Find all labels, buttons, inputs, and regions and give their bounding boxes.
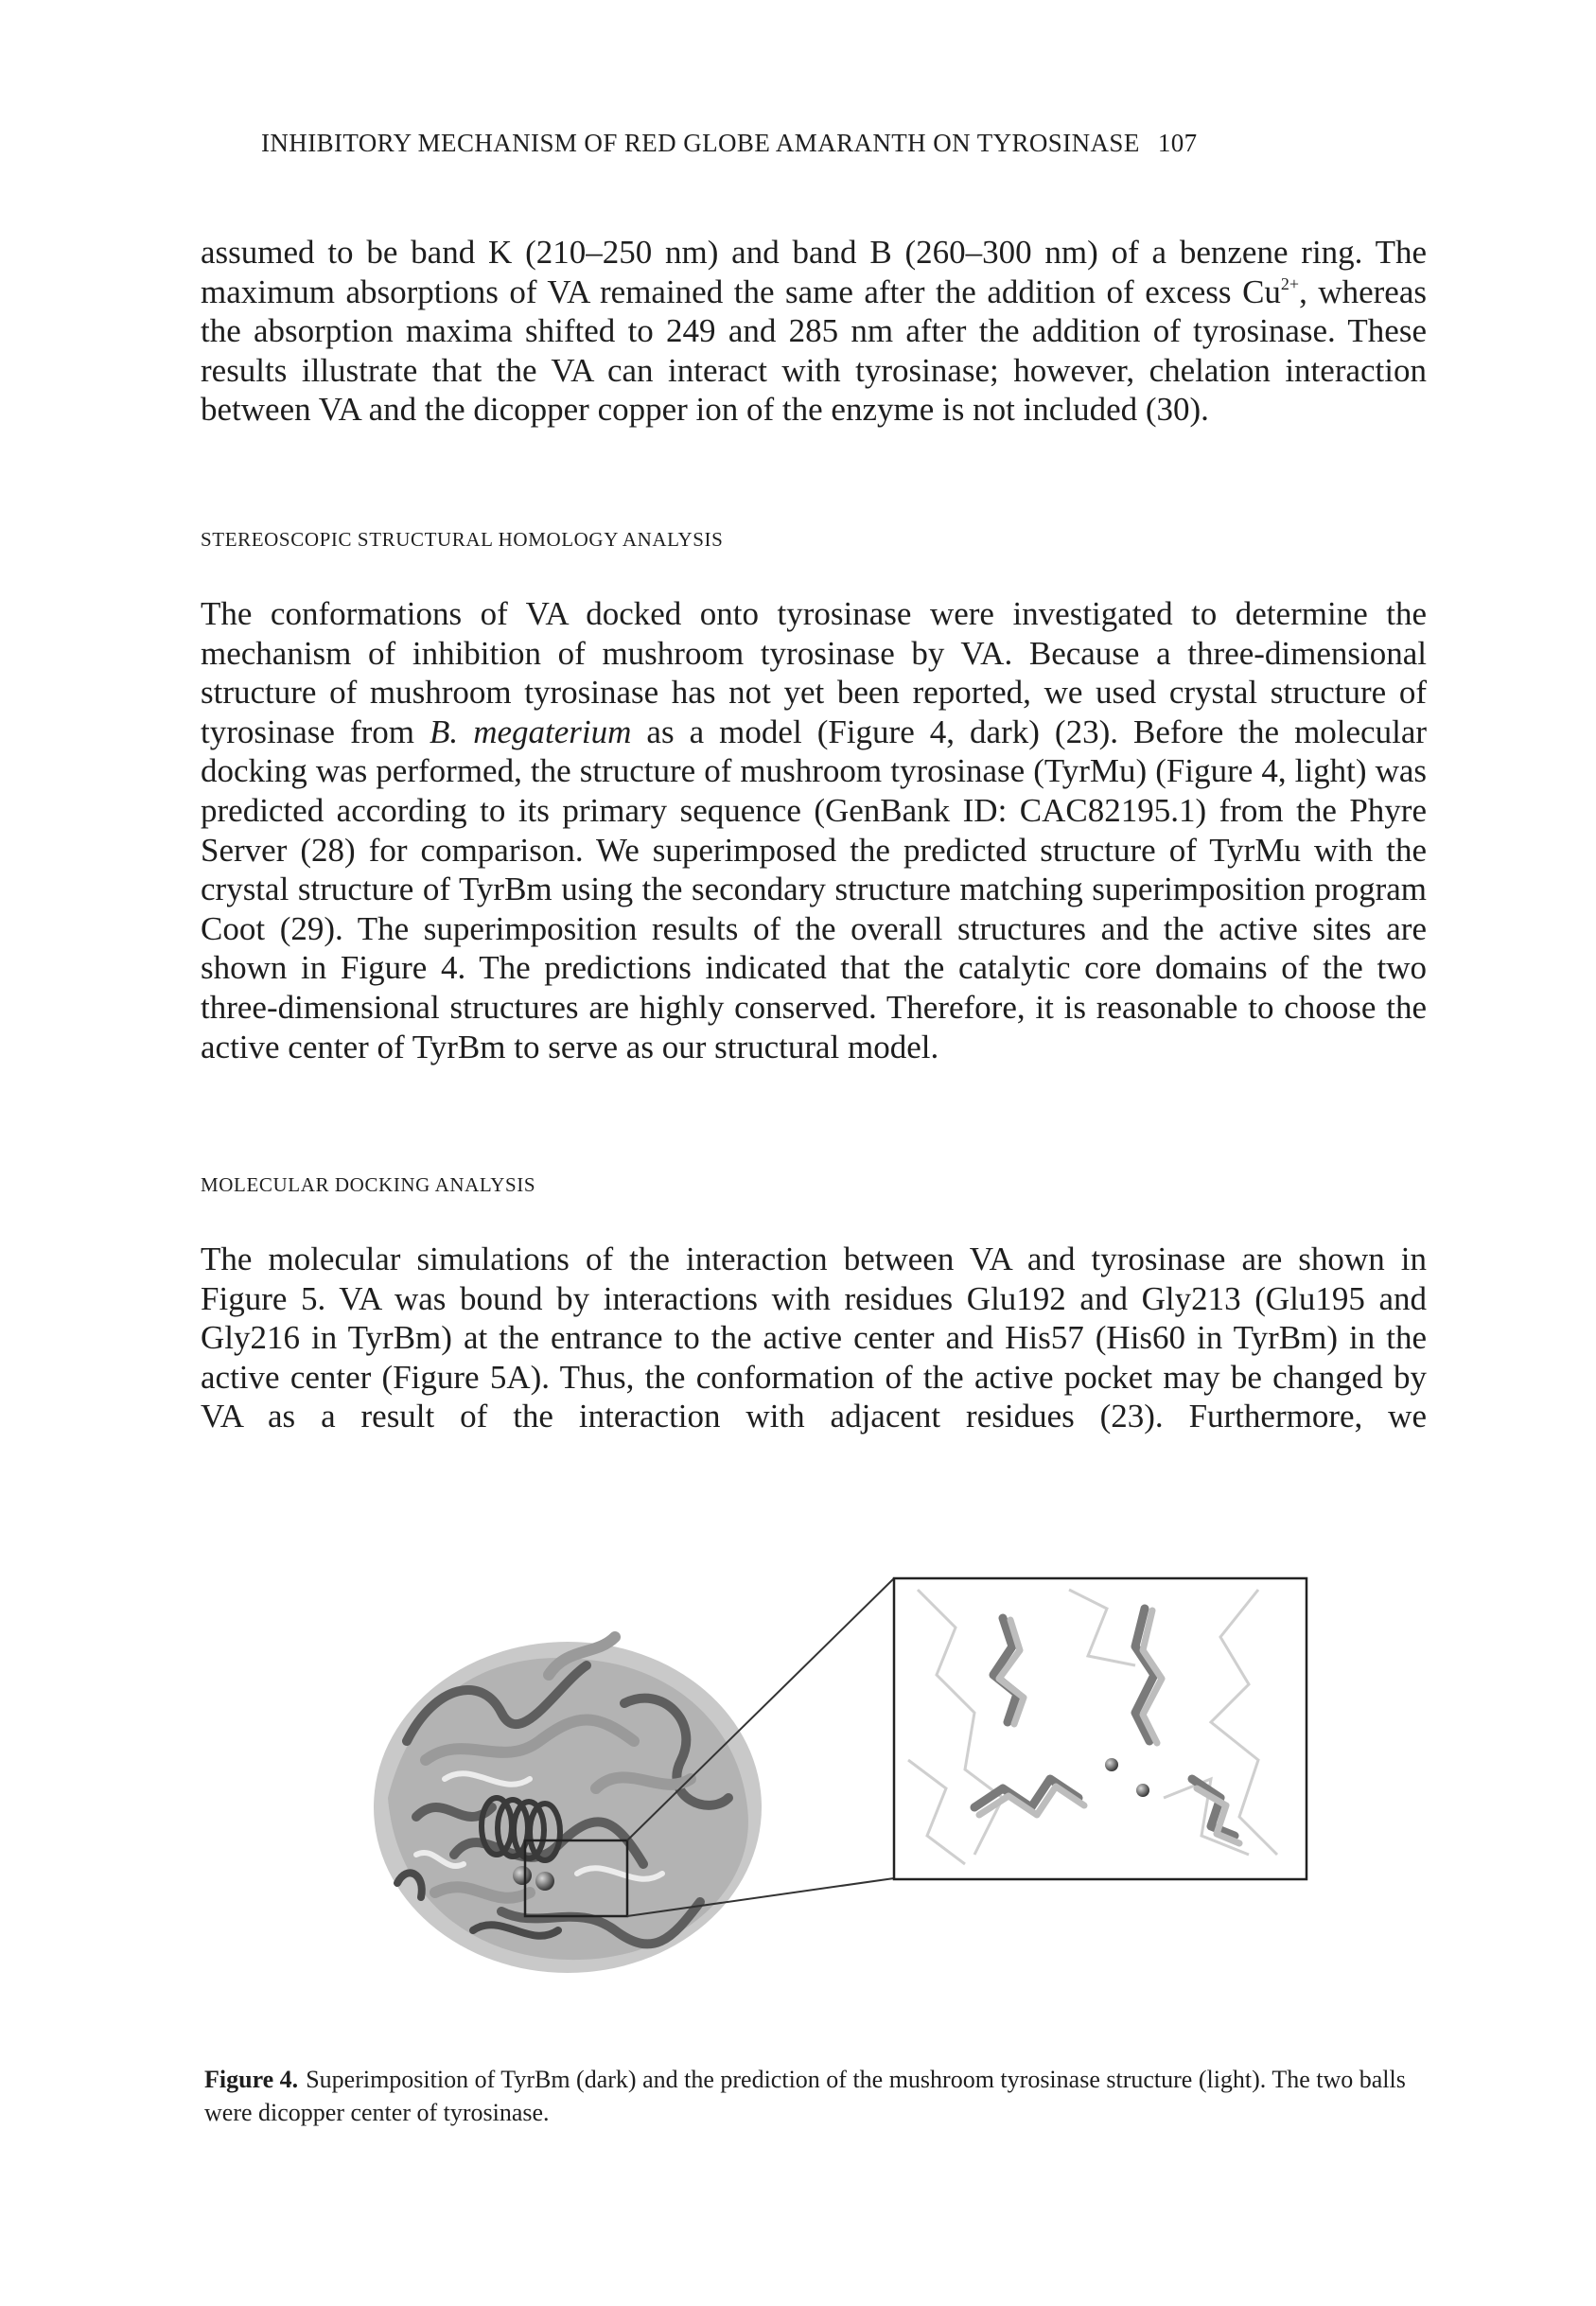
figure-4-caption <box>204 2063 1430 2129</box>
intro-text-a: assumed to be band K (210–250 nm) and band B (260–300 nm) of a benzene ring. The maximum absorptions of VA remained the same after the addition of excess Cu <box>201 234 1427 310</box>
figure-label: Figure 4. <box>204 2066 299 2093</box>
running-title: INHIBITORY MECHANISM OF RED GLOBE AMARANTH ON TYROSINASE <box>261 129 1140 157</box>
homology-paragraph <box>201 594 1427 1066</box>
homology-text-b: as a model (Figure 4, dark) (23). Before the molecular docking was performed, the structure of mushroom tyrosinase (TyrMu) (Figure 4, light) was predicted according to its primary sequence (GenBank ID: CAC82195.1) from the Phyre Server (28) for comparison. We superimposed the predicted structure of TyrMu with the crystal structure of TyrBm using the secondary structure matching superimposition program Coot (29). The superimposition results of the overall structures and the active sites are shown in Figure 4. The predictions indicated that the catalytic core domains of the two three-dimensional structures are highly conserved. Therefore, it is reasonable to choose the active center of TyrBm to serve as our structural model. <box>201 713 1428 1065</box>
intro-text-b: , whereas the absorption maxima shifted to 249 and 285 nm after the addition of tyrosinase. These results illustrate that the VA can interact with tyrosinase; however, chelation interaction between VA and the dicopper copper ion of the enzyme is not included (30). <box>201 273 1427 429</box>
section-heading-docking: MOLECULAR DOCKING ANALYSIS <box>201 1173 536 1196</box>
page-number: 107 <box>1157 129 1198 157</box>
figure-4 <box>312 1571 1315 2006</box>
running-head <box>261 129 1425 158</box>
docking-paragraph: The molecular simulations of the interaction between VA and tyrosinase are shown in Figure 5. VA was bound by interactions with residues Glu192 and Gly213 (Glu195 and Gly216 in TyrBm) at the entrance to the active center and His57 (His60 in TyrBm) in the active center (Figure 5A). Thus, the conformation of the active pocket may be changed by VA as a result of the interaction with adjacent residues (23). Furthermore, we <box>201 1241 1427 1435</box>
section-heading-homology: STEREOSCOPIC STRUCTURAL HOMOLOGY ANALYSIS <box>201 528 724 551</box>
overall-structure-image <box>374 1637 762 1973</box>
active-site-inset <box>894 1578 1307 1879</box>
intro-paragraph <box>201 233 1427 430</box>
species-name: B. megaterium <box>430 713 632 750</box>
homology-text-a: The conformations of VA docked onto tyrosinase were investigated to determine the mechanism of inhibition of mushroom tyrosinase by VA. Because a three-dimensional structure of mushroom tyrosinase has not yet been reported, we used crystal structure of tyrosinase from <box>201 595 1427 750</box>
protein-structure-figure <box>312 1571 1315 2006</box>
figure-caption-text: Superimposition of TyrBm (dark) and the prediction of the mushroom tyrosinase structure (light). The two balls were dicopper center of tyrosinase. <box>204 2066 1406 2126</box>
copper-charge-superscript: 2+ <box>1280 273 1300 293</box>
